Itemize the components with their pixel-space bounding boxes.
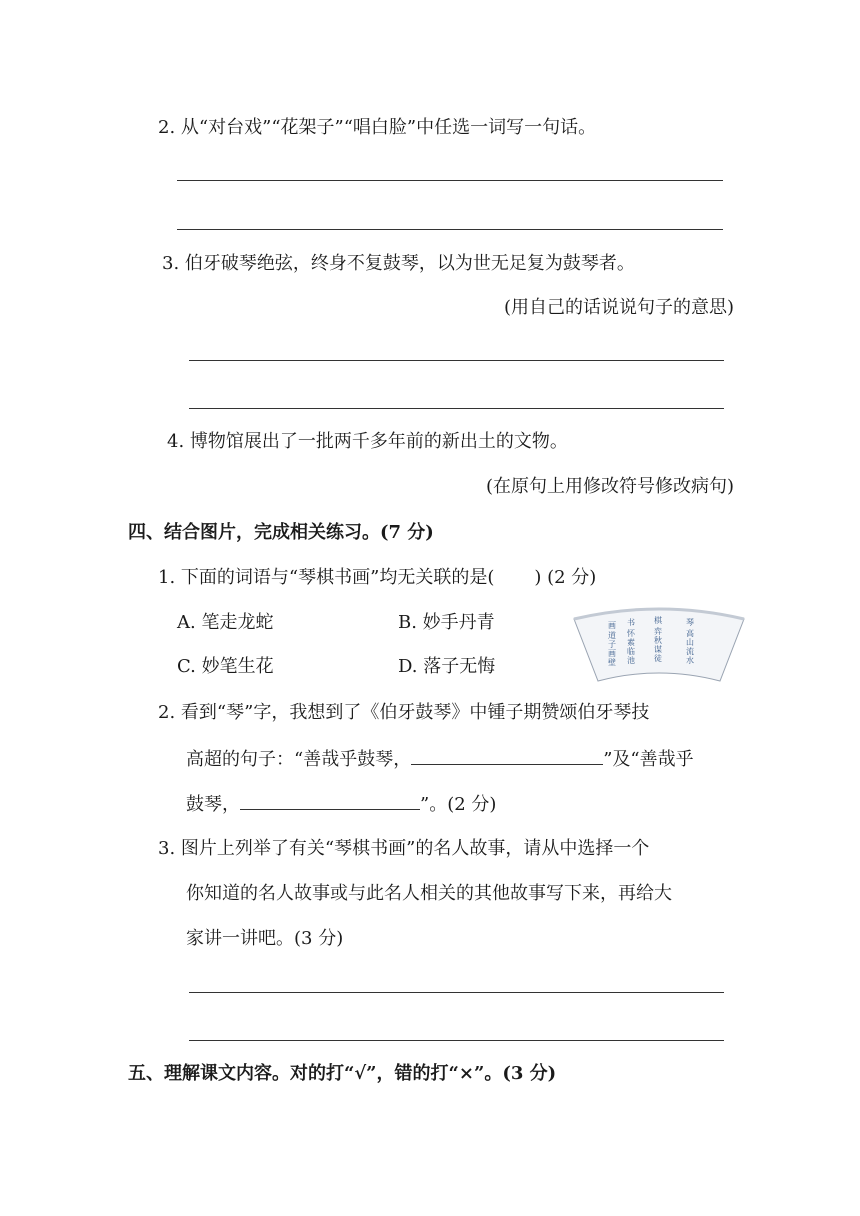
- question-text: ”及“善哉乎: [603, 749, 694, 770]
- fan-char: 道: [608, 631, 616, 640]
- fan-char: 徒: [654, 654, 662, 663]
- section-4-title: 四、结合图片，完成相关练习。(7 分): [128, 522, 434, 543]
- answer-line[interactable]: [189, 992, 724, 993]
- question-text: 博物馆展出了一批两千多年前的新出土的文物。: [189, 431, 568, 452]
- fill-blank-1[interactable]: [411, 746, 603, 765]
- fan-char: 临: [627, 647, 635, 656]
- fan-char: 怀: [627, 629, 635, 638]
- fan-char: 画: [608, 649, 616, 658]
- section-5-title: 五、理解课文内容。对的打“√”，错的打“×”。(3 分): [128, 1063, 557, 1084]
- option-a[interactable]: A. 笔走龙蛇: [177, 612, 274, 633]
- fan-char: 弈: [654, 627, 662, 636]
- question-4-hint: (在原句上用修改符号修改病句): [485, 476, 734, 497]
- question-text: 图片上列举了有关“琴棋书画”的名人故事，请从中选择一个: [180, 838, 650, 859]
- section-4-question-2-line-1: [158, 701, 649, 725]
- section-4-question-3-line-2: 你知道的名人故事或与此名人相关的其他故事写下来，再给大: [186, 883, 672, 904]
- question-text: 从“对台戏”“花架子”“唱白脸”中任选一词写一句话。: [180, 117, 597, 138]
- section-4-question-3-line-3: 家讲一讲吧。(3 分): [186, 928, 344, 949]
- fan-header-1: 画: [608, 621, 616, 630]
- question-number: 2.: [158, 702, 176, 723]
- fan-char: 水: [686, 656, 694, 665]
- fan-char: 子: [608, 640, 616, 649]
- section-4-question-2-line-3: [186, 791, 496, 817]
- section-4-question-2-line-2: [186, 746, 694, 772]
- option-d[interactable]: D. 落子无悔: [398, 656, 496, 677]
- question-score: ) (2 分): [534, 567, 597, 588]
- question-number: 3.: [158, 838, 176, 859]
- question-text: 高超的句子：“善哉乎鼓琴，: [186, 749, 412, 770]
- answer-line[interactable]: [177, 229, 723, 230]
- question-number: 4.: [167, 431, 185, 452]
- question-2: [158, 116, 596, 140]
- question-4: [167, 430, 568, 454]
- question-number: 2.: [158, 117, 176, 138]
- fan-header-2: 书: [627, 618, 635, 627]
- fan-char: 山: [686, 638, 694, 647]
- fan-char: 壁: [608, 658, 616, 667]
- fan-header-4: 琴: [686, 618, 694, 627]
- question-3-hint: (用自己的话说说句子的意思): [503, 297, 734, 318]
- question-number: 3.: [162, 253, 180, 274]
- question-text: 鼓琴，: [186, 794, 240, 815]
- fan-char: 池: [627, 656, 635, 665]
- fan-char: 谋: [654, 645, 662, 654]
- question-text: 看到“琴”字，我想到了《伯牙鼓琴》中锺子期赞颂伯牙琴技: [180, 702, 650, 723]
- answer-line[interactable]: [177, 180, 723, 181]
- section-4-question-1: [158, 566, 596, 590]
- fill-blank-2[interactable]: [240, 791, 420, 810]
- fan-char: 素: [627, 638, 635, 647]
- question-text: 下面的词语与“琴棋书画”均无关联的是(: [180, 567, 495, 588]
- folding-fan-image: [570, 607, 748, 689]
- question-3: [162, 252, 635, 276]
- option-b[interactable]: B. 妙手丹青: [398, 612, 495, 633]
- answer-line[interactable]: [189, 1040, 724, 1041]
- question-text: ”。(2 分): [420, 794, 497, 815]
- section-4-question-3-line-1: [158, 837, 649, 861]
- fan-header-3: 棋: [654, 616, 662, 625]
- fan-char: 秋: [654, 636, 662, 645]
- fan-char: 流: [686, 647, 694, 656]
- answer-line[interactable]: [189, 360, 724, 361]
- question-number: 1.: [158, 567, 176, 588]
- option-c[interactable]: C. 妙笔生花: [177, 656, 274, 677]
- answer-line[interactable]: [189, 408, 724, 409]
- fan-char: 高: [686, 629, 694, 638]
- question-text: 伯牙破琴绝弦，终身不复鼓琴，以为世无足复为鼓琴者。: [184, 253, 635, 274]
